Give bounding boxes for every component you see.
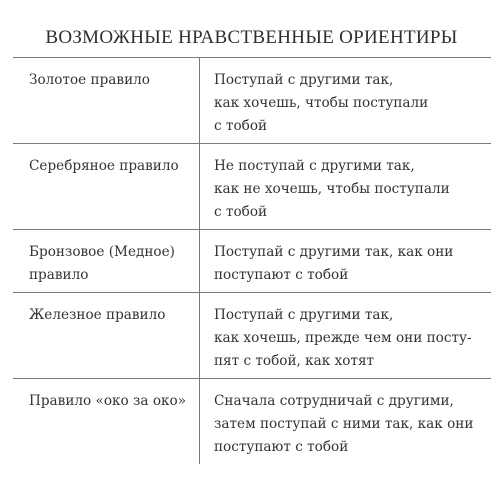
rules-table xyxy=(13,57,491,464)
rule-name-cell xyxy=(13,293,200,378)
rule-name: Правило «око за око» xyxy=(29,393,187,409)
rule-name: Бронзовое (Медное) xyxy=(29,244,175,260)
rule-description-line: пят с тобой, как хотят xyxy=(214,353,375,369)
rule-name: Железное правило xyxy=(29,307,166,323)
rule-description-line: как хочешь, прежде чем они посту- xyxy=(214,330,472,346)
rule-name: Золотое правило xyxy=(29,72,150,88)
rule-description-line: Сначала сотрудничай с другими, xyxy=(214,393,454,409)
rule-description-line: Не поступай с другими так, xyxy=(214,158,415,174)
rule-description-cell xyxy=(200,379,491,464)
rule-name-cell xyxy=(13,230,200,292)
rule-description-line: поступают с тобой xyxy=(214,439,349,455)
table-row xyxy=(13,378,491,464)
rule-description-line: как хочешь, чтобы поступали xyxy=(214,95,429,111)
rule-description-line: как не хочешь, чтобы поступали xyxy=(214,181,450,197)
rule-description-line: Поступай с другими так, как они xyxy=(214,244,454,260)
rule-name-cell xyxy=(13,58,200,143)
table-row xyxy=(13,229,491,292)
rule-description-line: поступают с тобой xyxy=(214,267,349,283)
rule-description-cell xyxy=(200,230,491,292)
rule-name-cell xyxy=(13,379,200,464)
table-row xyxy=(13,143,491,229)
table-row xyxy=(13,292,491,378)
rule-description-line: Поступай с другими так, xyxy=(214,307,394,323)
rule-name: правило xyxy=(29,267,89,283)
rule-description-line: с тобой xyxy=(214,118,268,134)
rule-description-line: Поступай с другими так, xyxy=(214,72,394,88)
table-row xyxy=(13,57,491,143)
rule-description-line: затем поступай с ними так, как они xyxy=(214,416,474,432)
rule-name-cell xyxy=(13,144,200,229)
rule-description-cell xyxy=(200,58,491,143)
page-title: ВОЗМОЖНЫЕ НРАВСТВЕННЫЕ ОРИЕНТИРЫ xyxy=(45,27,458,48)
rule-description-line: с тобой xyxy=(214,204,268,220)
rule-description-cell xyxy=(200,144,491,229)
rule-name: Серебряное правило xyxy=(29,158,179,174)
rule-description-cell xyxy=(200,293,491,378)
